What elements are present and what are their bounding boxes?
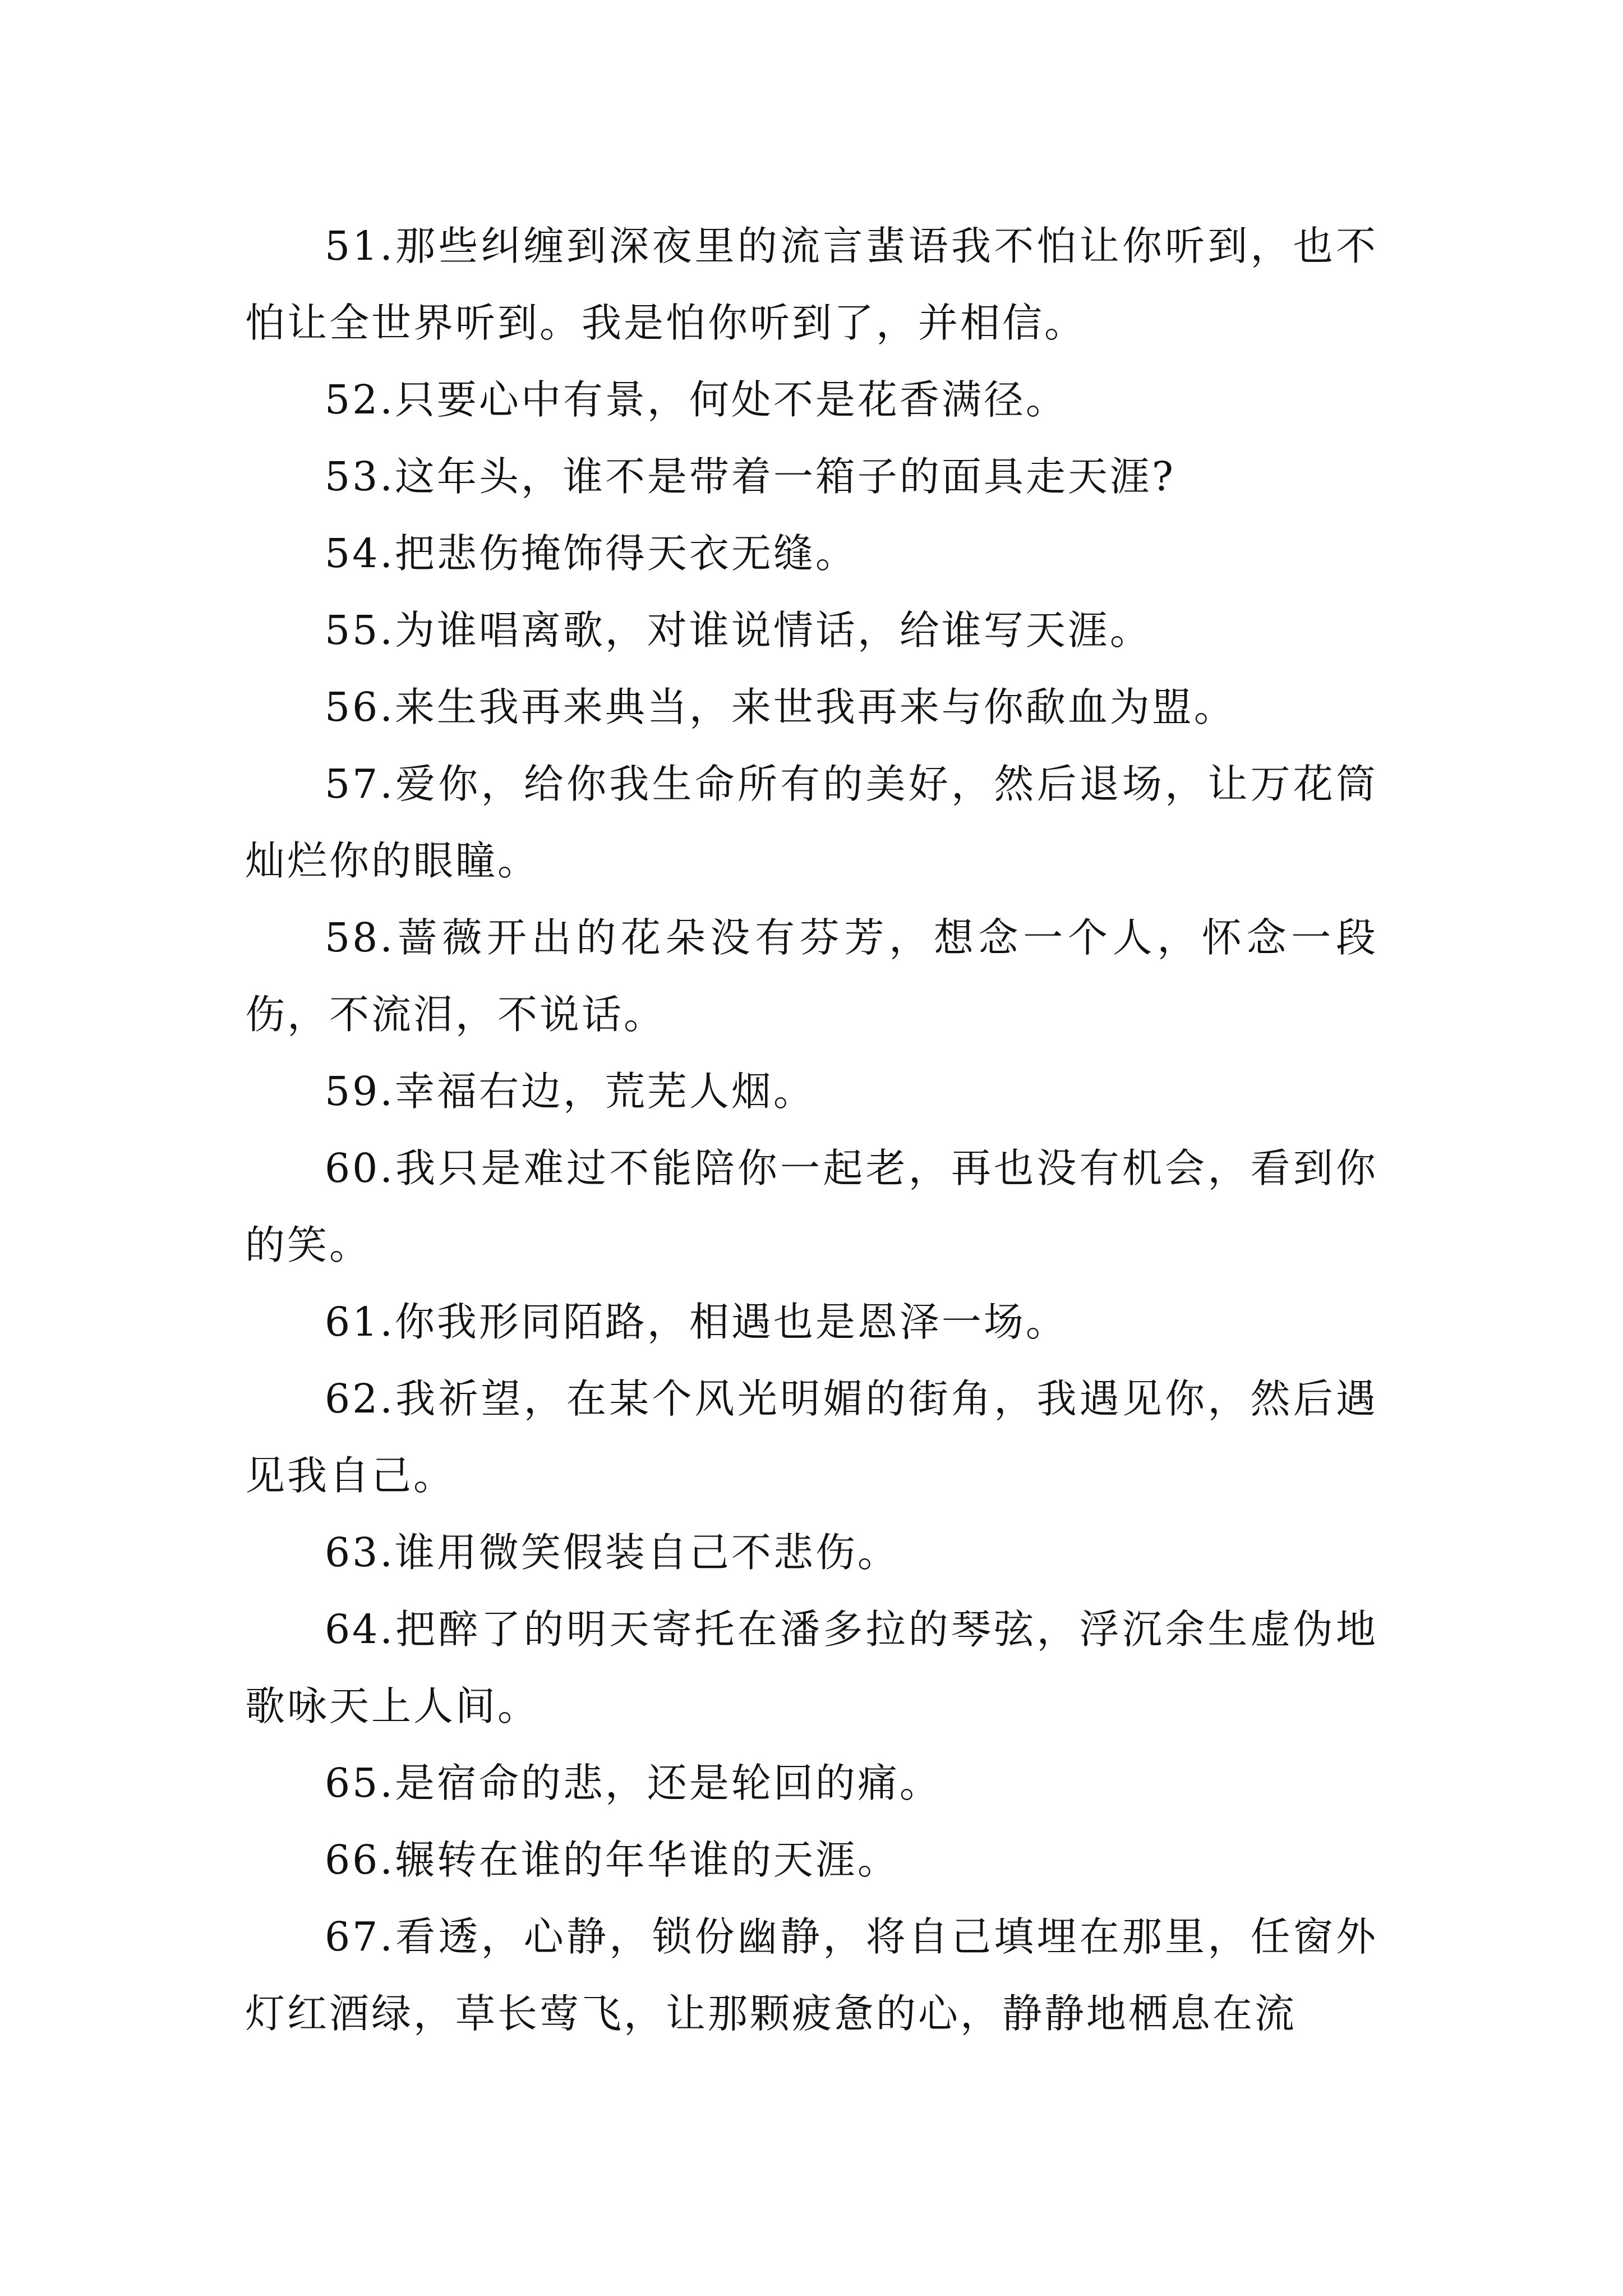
document-body: [245, 208, 1378, 2052]
paragraph-66: 66.辗转在谁的年华谁的天涯。: [325, 1837, 900, 1883]
paragraph-58: 58.蔷薇开出的花朵没有芬芳，想念一个人，怀念一段伤，不流泪，不说话。: [245, 914, 1378, 1038]
paragraph-63: 63.谁用微笑假装自己不悲伤。: [325, 1529, 900, 1576]
paragraph-62: 62.我祈望，在某个风光明媚的街角，我遇见你，然后遇见我自己。: [245, 1375, 1378, 1499]
paragraph-67: 67.看透，心静，锁份幽静，将自己填埋在那里，任窗外灯红酒绿，草长莺飞，让那颗疲惫的心，静静地栖息在流: [245, 1913, 1378, 2037]
paragraph-57: 57.爱你，给你我生命所有的美好，然后退场，让万花筒灿烂你的眼瞳。: [245, 761, 1378, 884]
paragraph-65: 65.是宿命的悲，还是轮回的痛。: [325, 1760, 942, 1806]
paragraph-59: 59.幸福右边，荒芜人烟。: [325, 1068, 815, 1115]
paragraph-54: 54.把悲伤掩饰得天衣无缝。: [325, 530, 857, 577]
paragraph-61: 61.你我形同陌路，相遇也是恩泽一场。: [325, 1299, 1068, 1345]
paragraph-51: 51.那些纠缠到深夜里的流言蜚语我不怕让你听到，也不怕让全世界听到。我是怕你听到了，并相信。: [245, 223, 1378, 346]
paragraph-52: 52.只要心中有景，何处不是花香满径。: [325, 376, 1068, 423]
paragraph-55: 55.为谁唱离歌，对谁说情话，给谁写天涯。: [325, 607, 1152, 654]
paragraph-64: 64.把醉了的明天寄托在潘多拉的琴弦，浮沉余生虚伪地歌咏天上人间。: [245, 1606, 1378, 1729]
paragraph-53: 53.这年头，谁不是带着一箱子的面具走天涯?: [325, 453, 1175, 500]
paragraph-60: 60.我只是难过不能陪你一起老，再也没有机会，看到你的笑。: [245, 1145, 1378, 1268]
paragraph-56: 56.来生我再来典当，来世我再来与你歃血为盟。: [325, 684, 1236, 730]
